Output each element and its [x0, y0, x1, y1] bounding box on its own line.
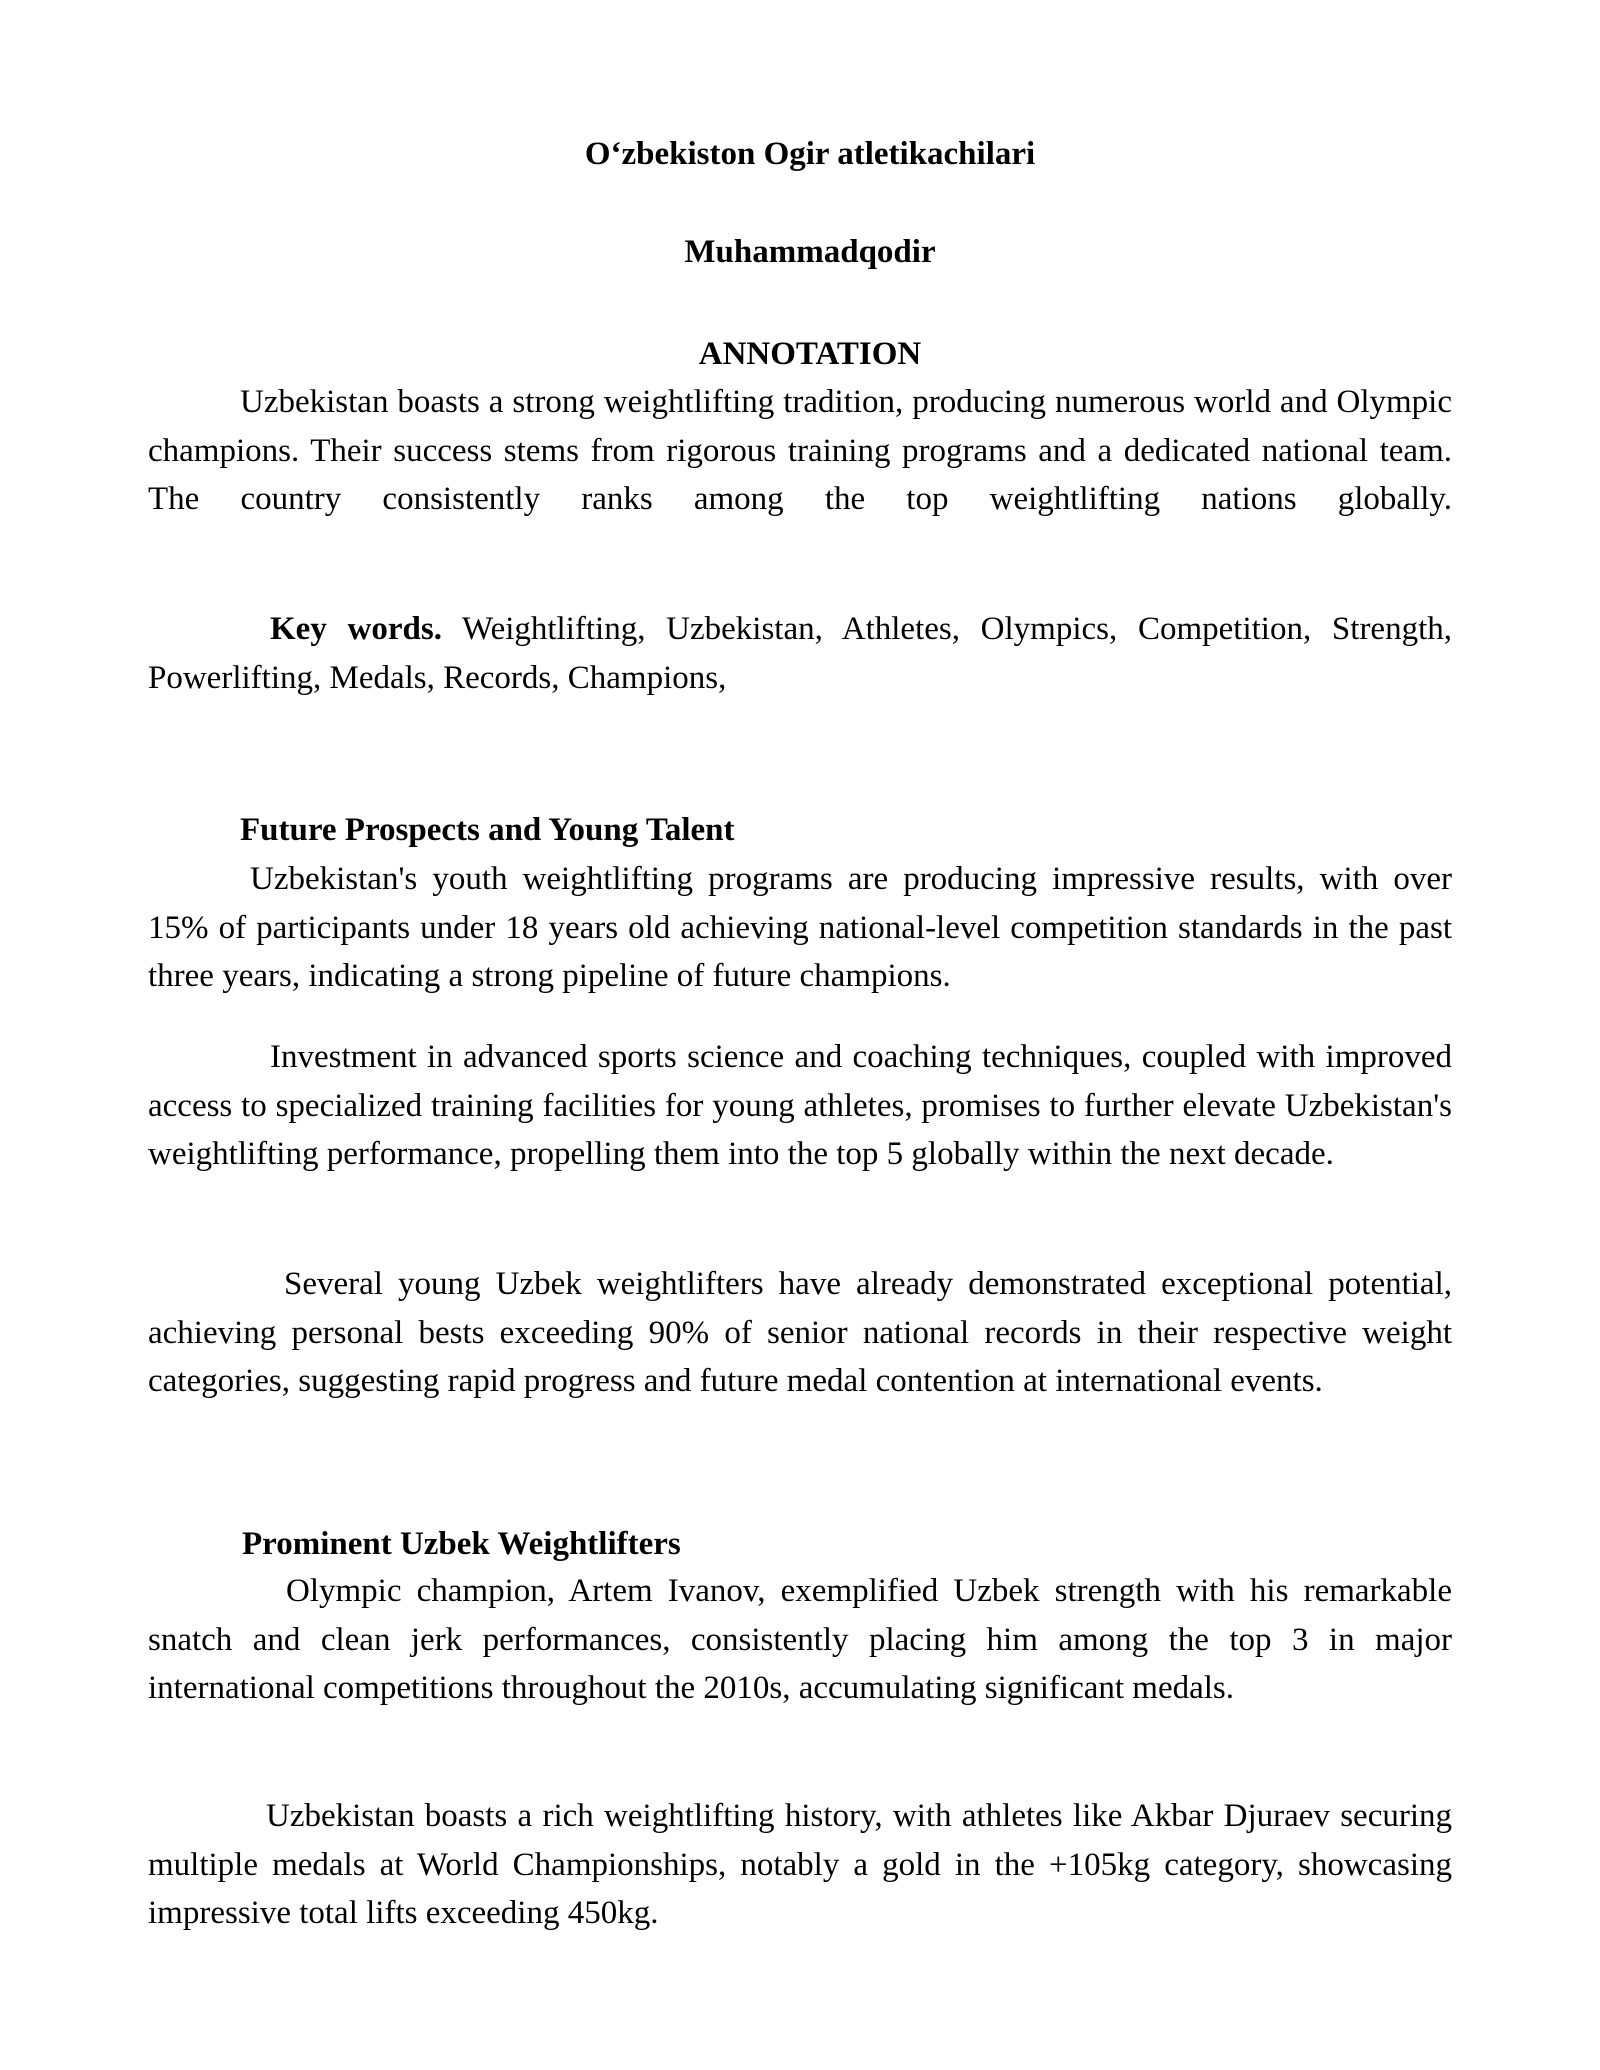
paragraph: Investment in advanced sports science and coaching techniques, coupled with improved access to specialized training facilities for young athletes, promises to further elevate Uzbekistan's weightlifting performance, propelling them into the top 5 globally within the next decade. [148, 1039, 1452, 1172]
document-title: O‘zbekiston Ogir atletikachilari [584, 136, 1036, 172]
section-heading-future-prospects: Future Prospects and Young Talent [240, 812, 735, 848]
keywords-paragraph [148, 605, 1452, 702]
paragraph: Uzbekistan boasts a rich weightlifting history, with athletes like Akbar Djuraev securing multiple medals at World Championships, notably a gold in the +105kg category, showcasing impressive total lifts exceeding 450kg. [148, 1798, 1452, 1931]
annotation-heading: ANNOTATION [698, 336, 922, 372]
paragraph: Several young Uzbek weightlifters have already demonstrated exceptional potential, achieving personal bests exceeding 90% of senior national records in their respective weight categories, suggesting rapid progress and future medal contention at international events. [148, 1266, 1452, 1399]
keywords-label: Key words. [270, 611, 442, 647]
section-heading-prominent-weightlifters: Prominent Uzbek Weightlifters [242, 1526, 681, 1562]
keywords-list: Weightlifting, Uzbekistan, Athletes, Olympics, Competition, Strength, Powerlifting, Medals, Records, Champions, [148, 611, 1452, 696]
paragraph: Olympic champion, Artem Ivanov, exemplified Uzbek strength with his remarkable snatch and clean jerk performances, consistently placing him among the top 3 in major international competitions throughout the 2010s, accumulating significant medals. [148, 1573, 1452, 1706]
paragraph: Uzbekistan's youth weightlifting programs are producing impressive results, with over 15% of participants under 18 years old achieving national-level competition standards in the past three years, indicating a strong pipeline of future champions. [148, 861, 1452, 994]
annotation-paragraph: Uzbekistan boasts a strong weightlifting tradition, producing numerous world and Olympic champions. Their success stems from rigorous training programs and a dedicated national team. The country consistently ranks among the top weightlifting nations globally. [148, 384, 1452, 517]
author-name: Muhammadqodir [684, 234, 936, 270]
